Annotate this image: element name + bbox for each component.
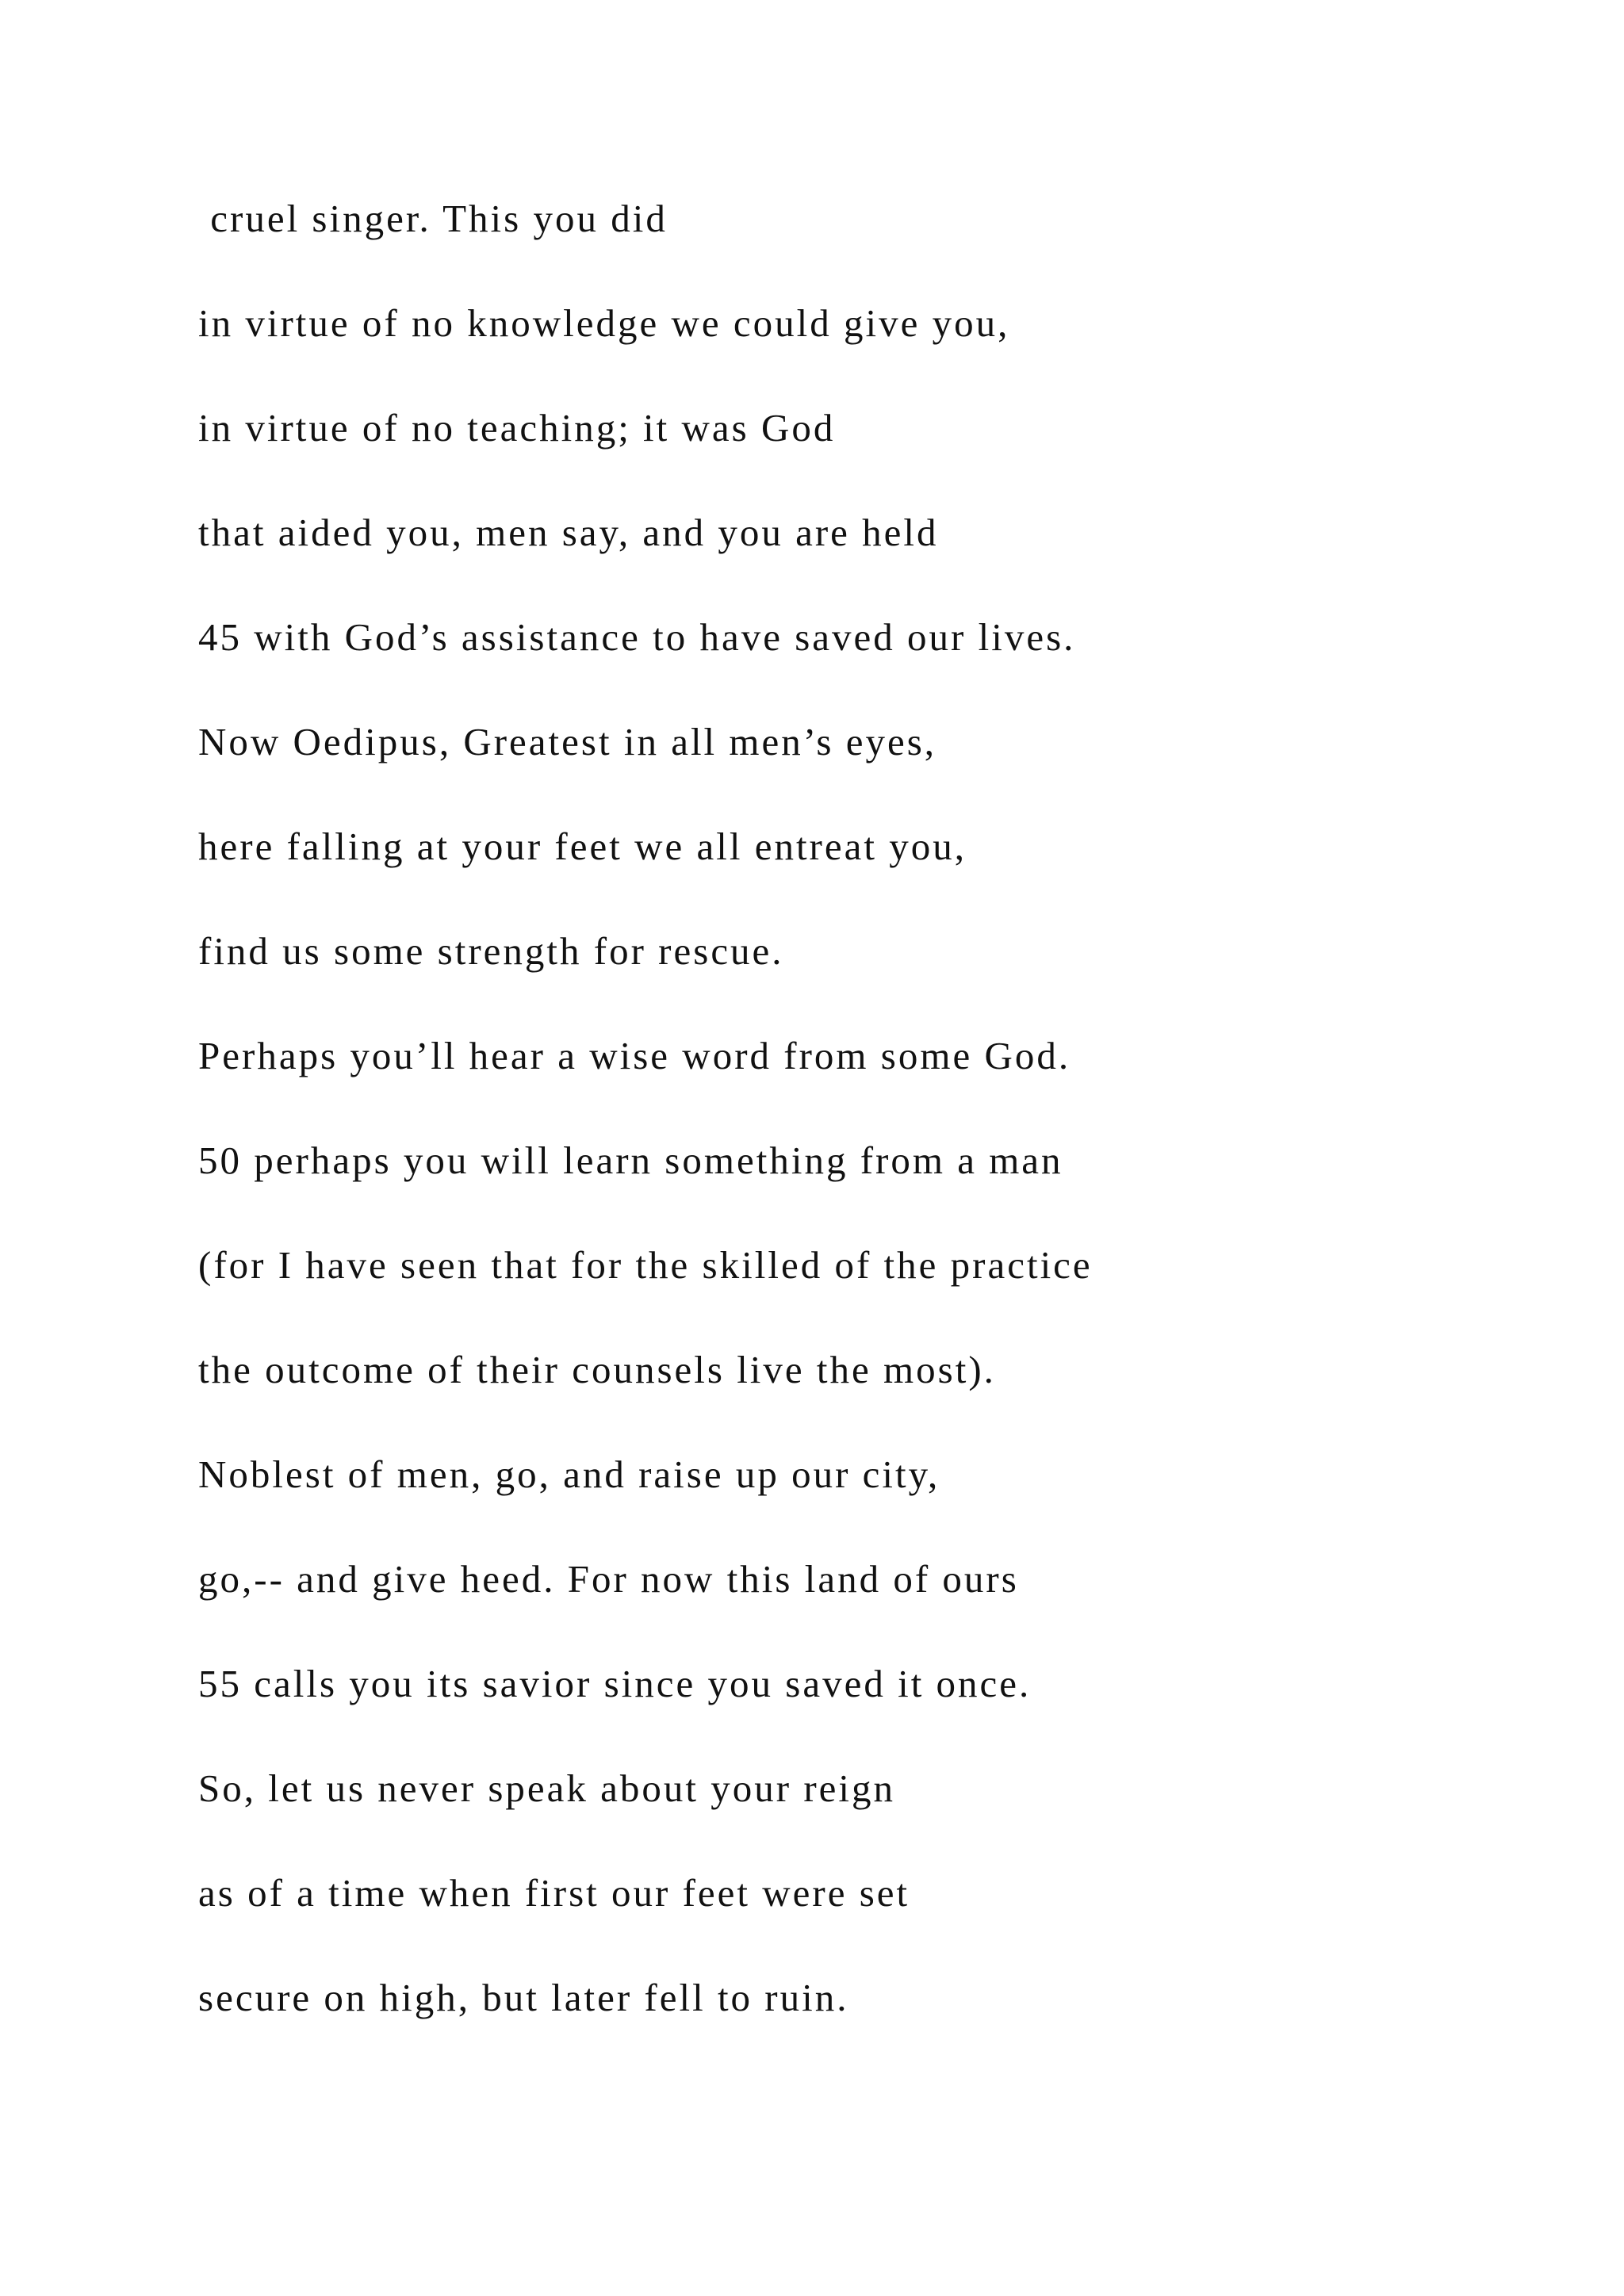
verse-line: 45 with God’s assistance to have saved our lives. — [198, 615, 1076, 659]
verse-line: the outcome of their counsels live the most). — [198, 1348, 996, 1391]
verse-line: (for I have seen that for the skilled of the practice — [198, 1243, 1093, 1287]
verse-line: as of a time when first our feet were set — [198, 1871, 910, 1915]
verse-line: that aided you, men say, and you are held — [198, 511, 939, 554]
verse-line: Perhaps you’ll hear a wise word from some God. — [198, 1034, 1071, 1077]
verse-line: Now Oedipus, Greatest in all men’s eyes, — [198, 720, 937, 763]
verse-line: cruel singer. This you did — [198, 197, 668, 240]
verse-line: in virtue of no knowledge we could give you, — [198, 301, 1010, 345]
verse-text — [198, 195, 1093, 2079]
verse-line: Noblest of men, go, and raise up our city, — [198, 1452, 940, 1496]
verse-line: find us some strength for rescue. — [198, 929, 784, 973]
verse-line: go,-- and give heed. For now this land of ours — [198, 1557, 1019, 1601]
verse-line: So, let us never speak about your reign — [198, 1766, 896, 1810]
verse-line: secure on high, but later fell to ruin. — [198, 1976, 849, 2019]
verse-line: here falling at your feet we all entreat you, — [198, 825, 967, 868]
verse-line: 55 calls you its savior since you saved it once. — [198, 1662, 1032, 1705]
verse-line: in virtue of no teaching; it was God — [198, 406, 836, 450]
verse-line: 50 perhaps you will learn something from a man — [198, 1138, 1063, 1182]
